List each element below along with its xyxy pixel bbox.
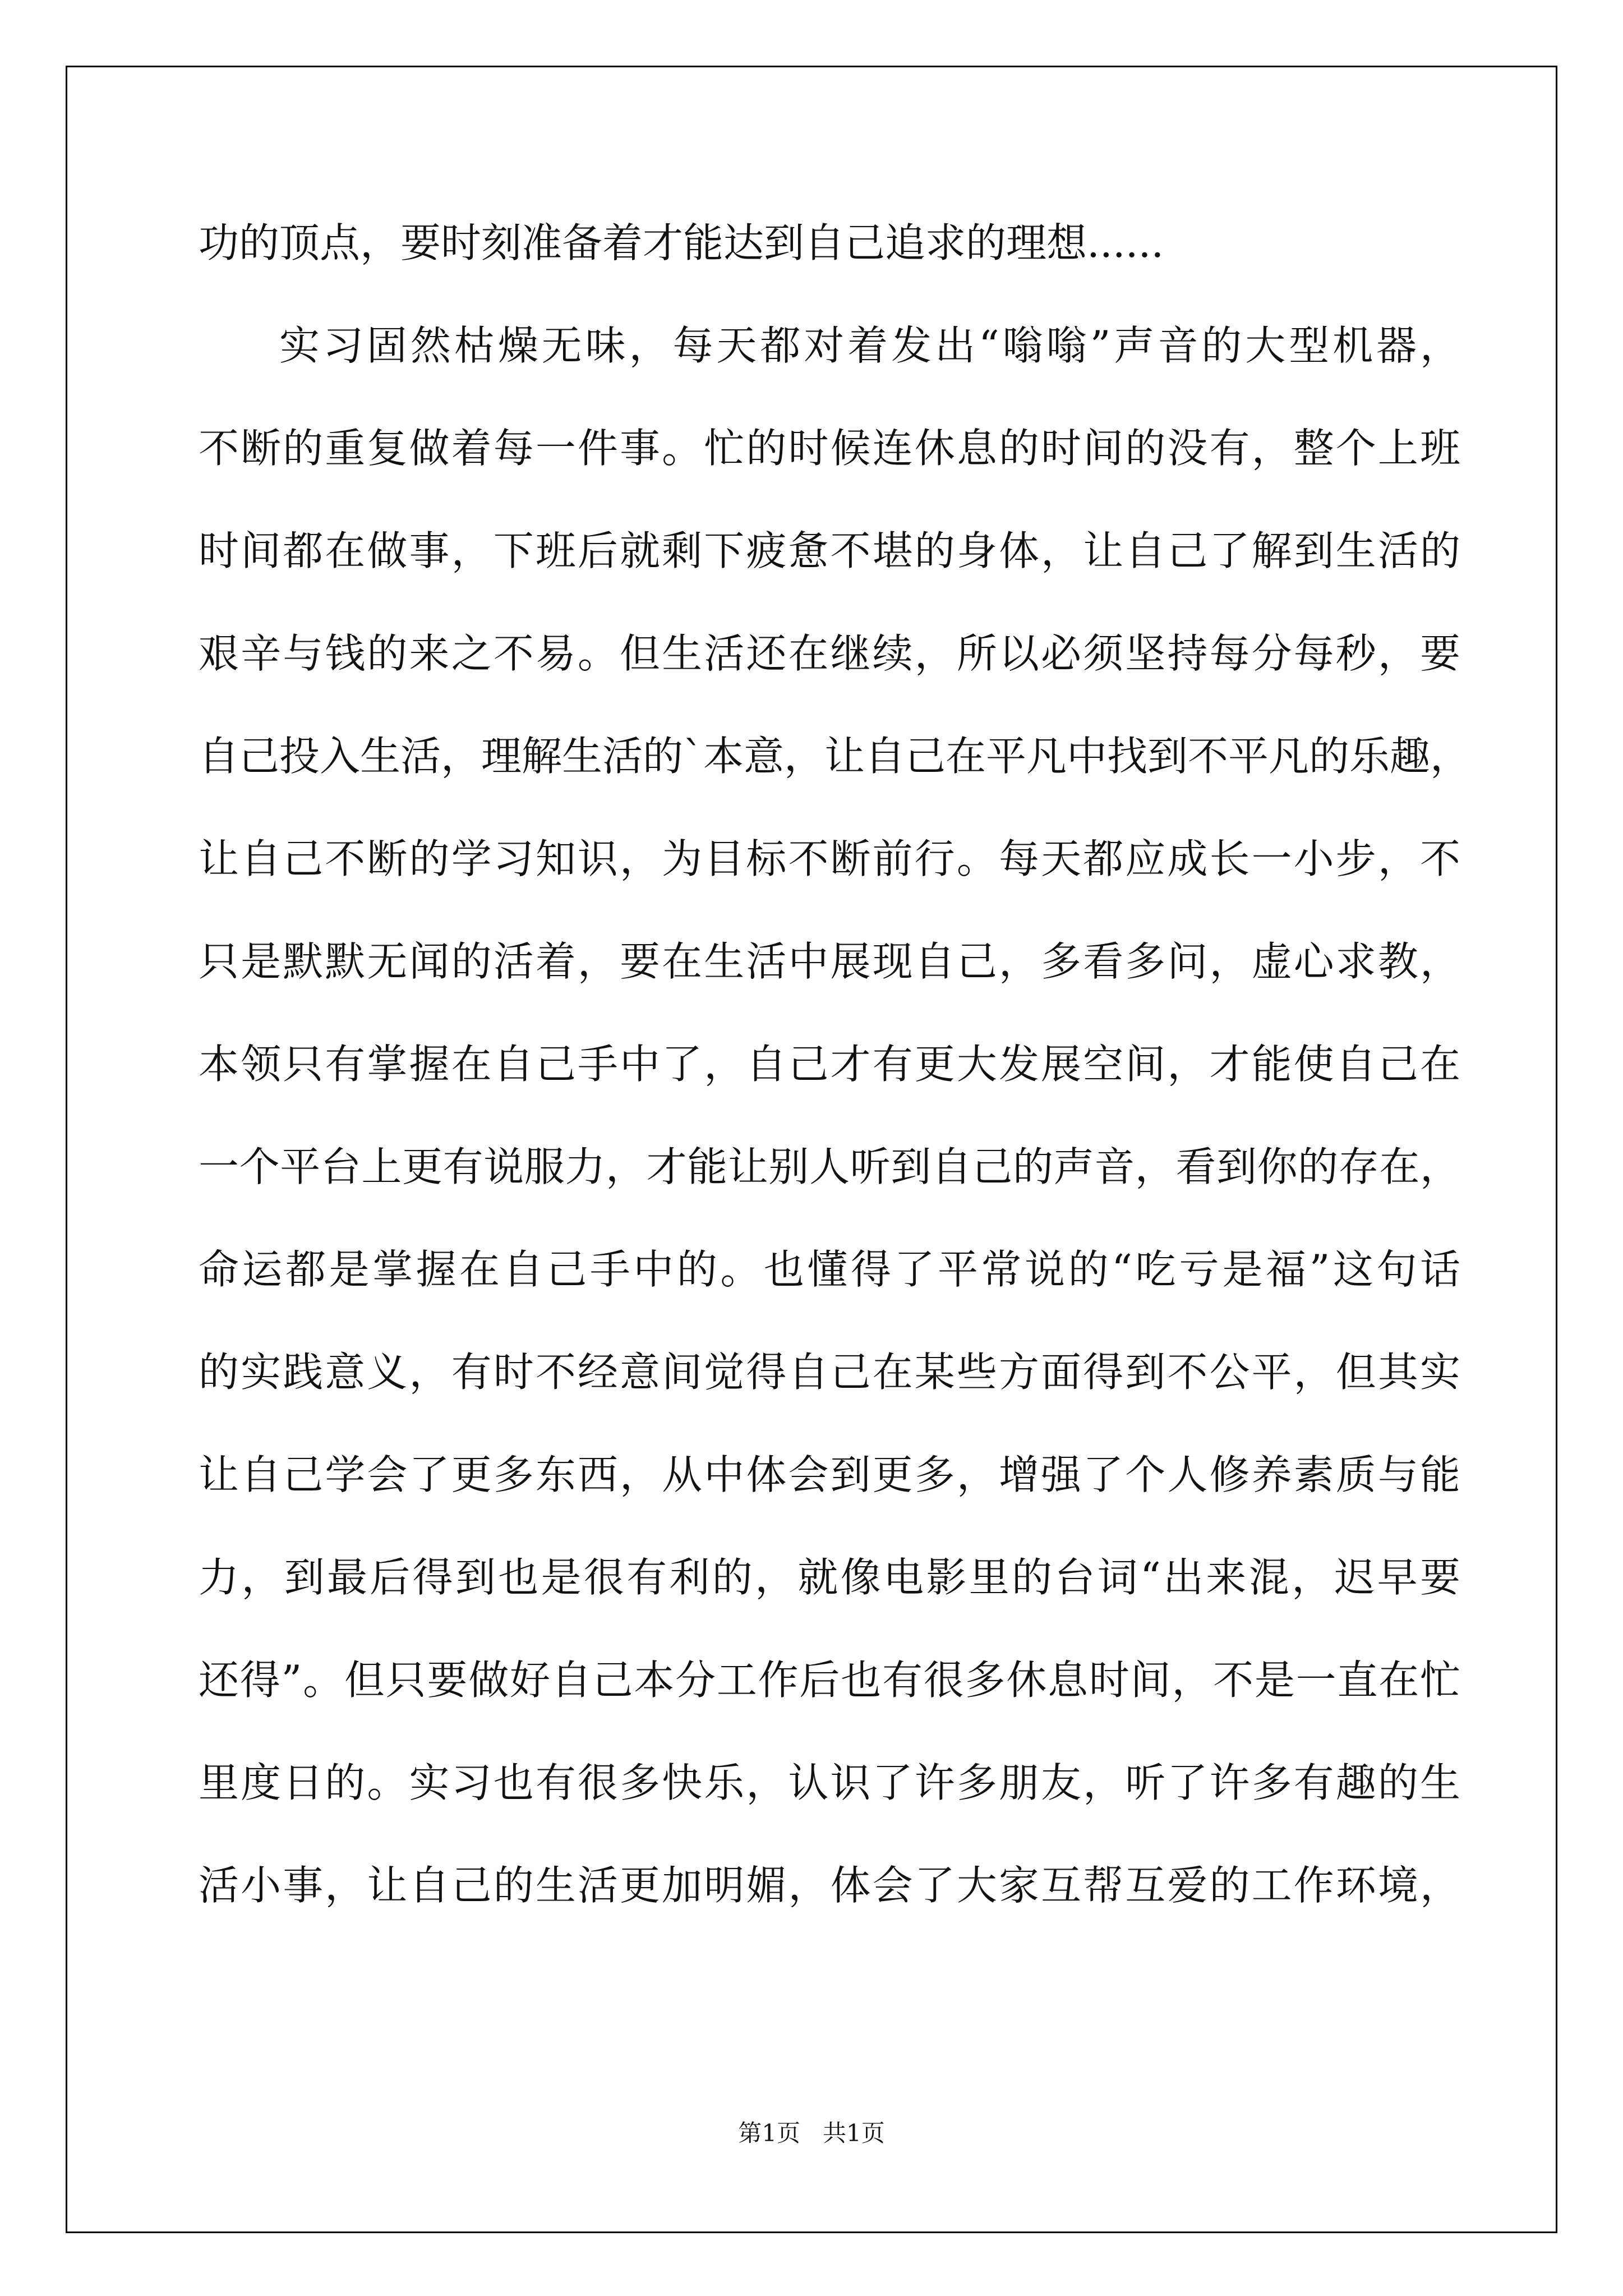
paragraph-line-8: 只是默默无闻的活着，要在生活中展现自己，多看多问，虚心求教，	[199, 938, 1460, 985]
paragraph-line-7: 让自己不断的学习知识，为目标不断前行。每天都应成长一小步，不	[199, 835, 1460, 882]
paragraph-line-3: 不断的重复做着每一件事。忙的时候连休息的时间的没有，整个上班	[199, 425, 1460, 472]
paragraph-line-6: 自己投入生活，理解生活的`本意，让自己在平凡中找到不平凡的乐趣，	[199, 733, 1471, 780]
paragraph-line-16: 里度日的。实习也有很多快乐，认识了许多朋友，听了许多有趣的生	[199, 1759, 1460, 1806]
paragraph-line-14: 力，到最后得到也是很有利的，就像电影里的台词“出来混，迟早要	[199, 1554, 1460, 1601]
paragraph-line-4: 时间都在做事，下班后就剩下疲惫不堪的身体，让自己了解到生活的	[199, 527, 1460, 574]
paragraph-line-9: 本领只有掌握在自己手中了，自己才有更大发展空间，才能使自己在	[199, 1041, 1460, 1088]
paragraph-line-1: 功的顶点，要时刻准备着才能达到自己追求的理想......	[199, 219, 1164, 266]
paragraph-line-10: 一个平台上更有说服力，才能让别人听到自己的声音，看到你的存在，	[199, 1143, 1460, 1190]
paragraph-line-11: 命运都是掌握在自己手中的。也懂得了平常说的“吃亏是福”这句话	[199, 1246, 1460, 1293]
paragraph-line-17: 活小事，让自己的生活更加明媚，体会了大家互帮互爱的工作环境，	[199, 1862, 1460, 1909]
paragraph-line-5: 艰辛与钱的来之不易。但生活还在继续，所以必须坚持每分每秒，要	[199, 630, 1460, 677]
paragraph-line-13: 让自己学会了更多东西，从中体会到更多，增强了个人修养素质与能	[199, 1451, 1460, 1498]
paragraph-line-2: 实习固然枯燥无味，每天都对着发出“嗡嗡”声音的大型机器，	[279, 322, 1460, 369]
page-number-footer: 第1页 共1页	[738, 2119, 885, 2147]
paragraph-line-12: 的实践意义，有时不经意间觉得自己在某些方面得到不公平，但其实	[199, 1349, 1460, 1396]
paragraph-line-15: 还得”。但只要做好自己本分工作后也有很多休息时间，不是一直在忙	[199, 1657, 1460, 1704]
